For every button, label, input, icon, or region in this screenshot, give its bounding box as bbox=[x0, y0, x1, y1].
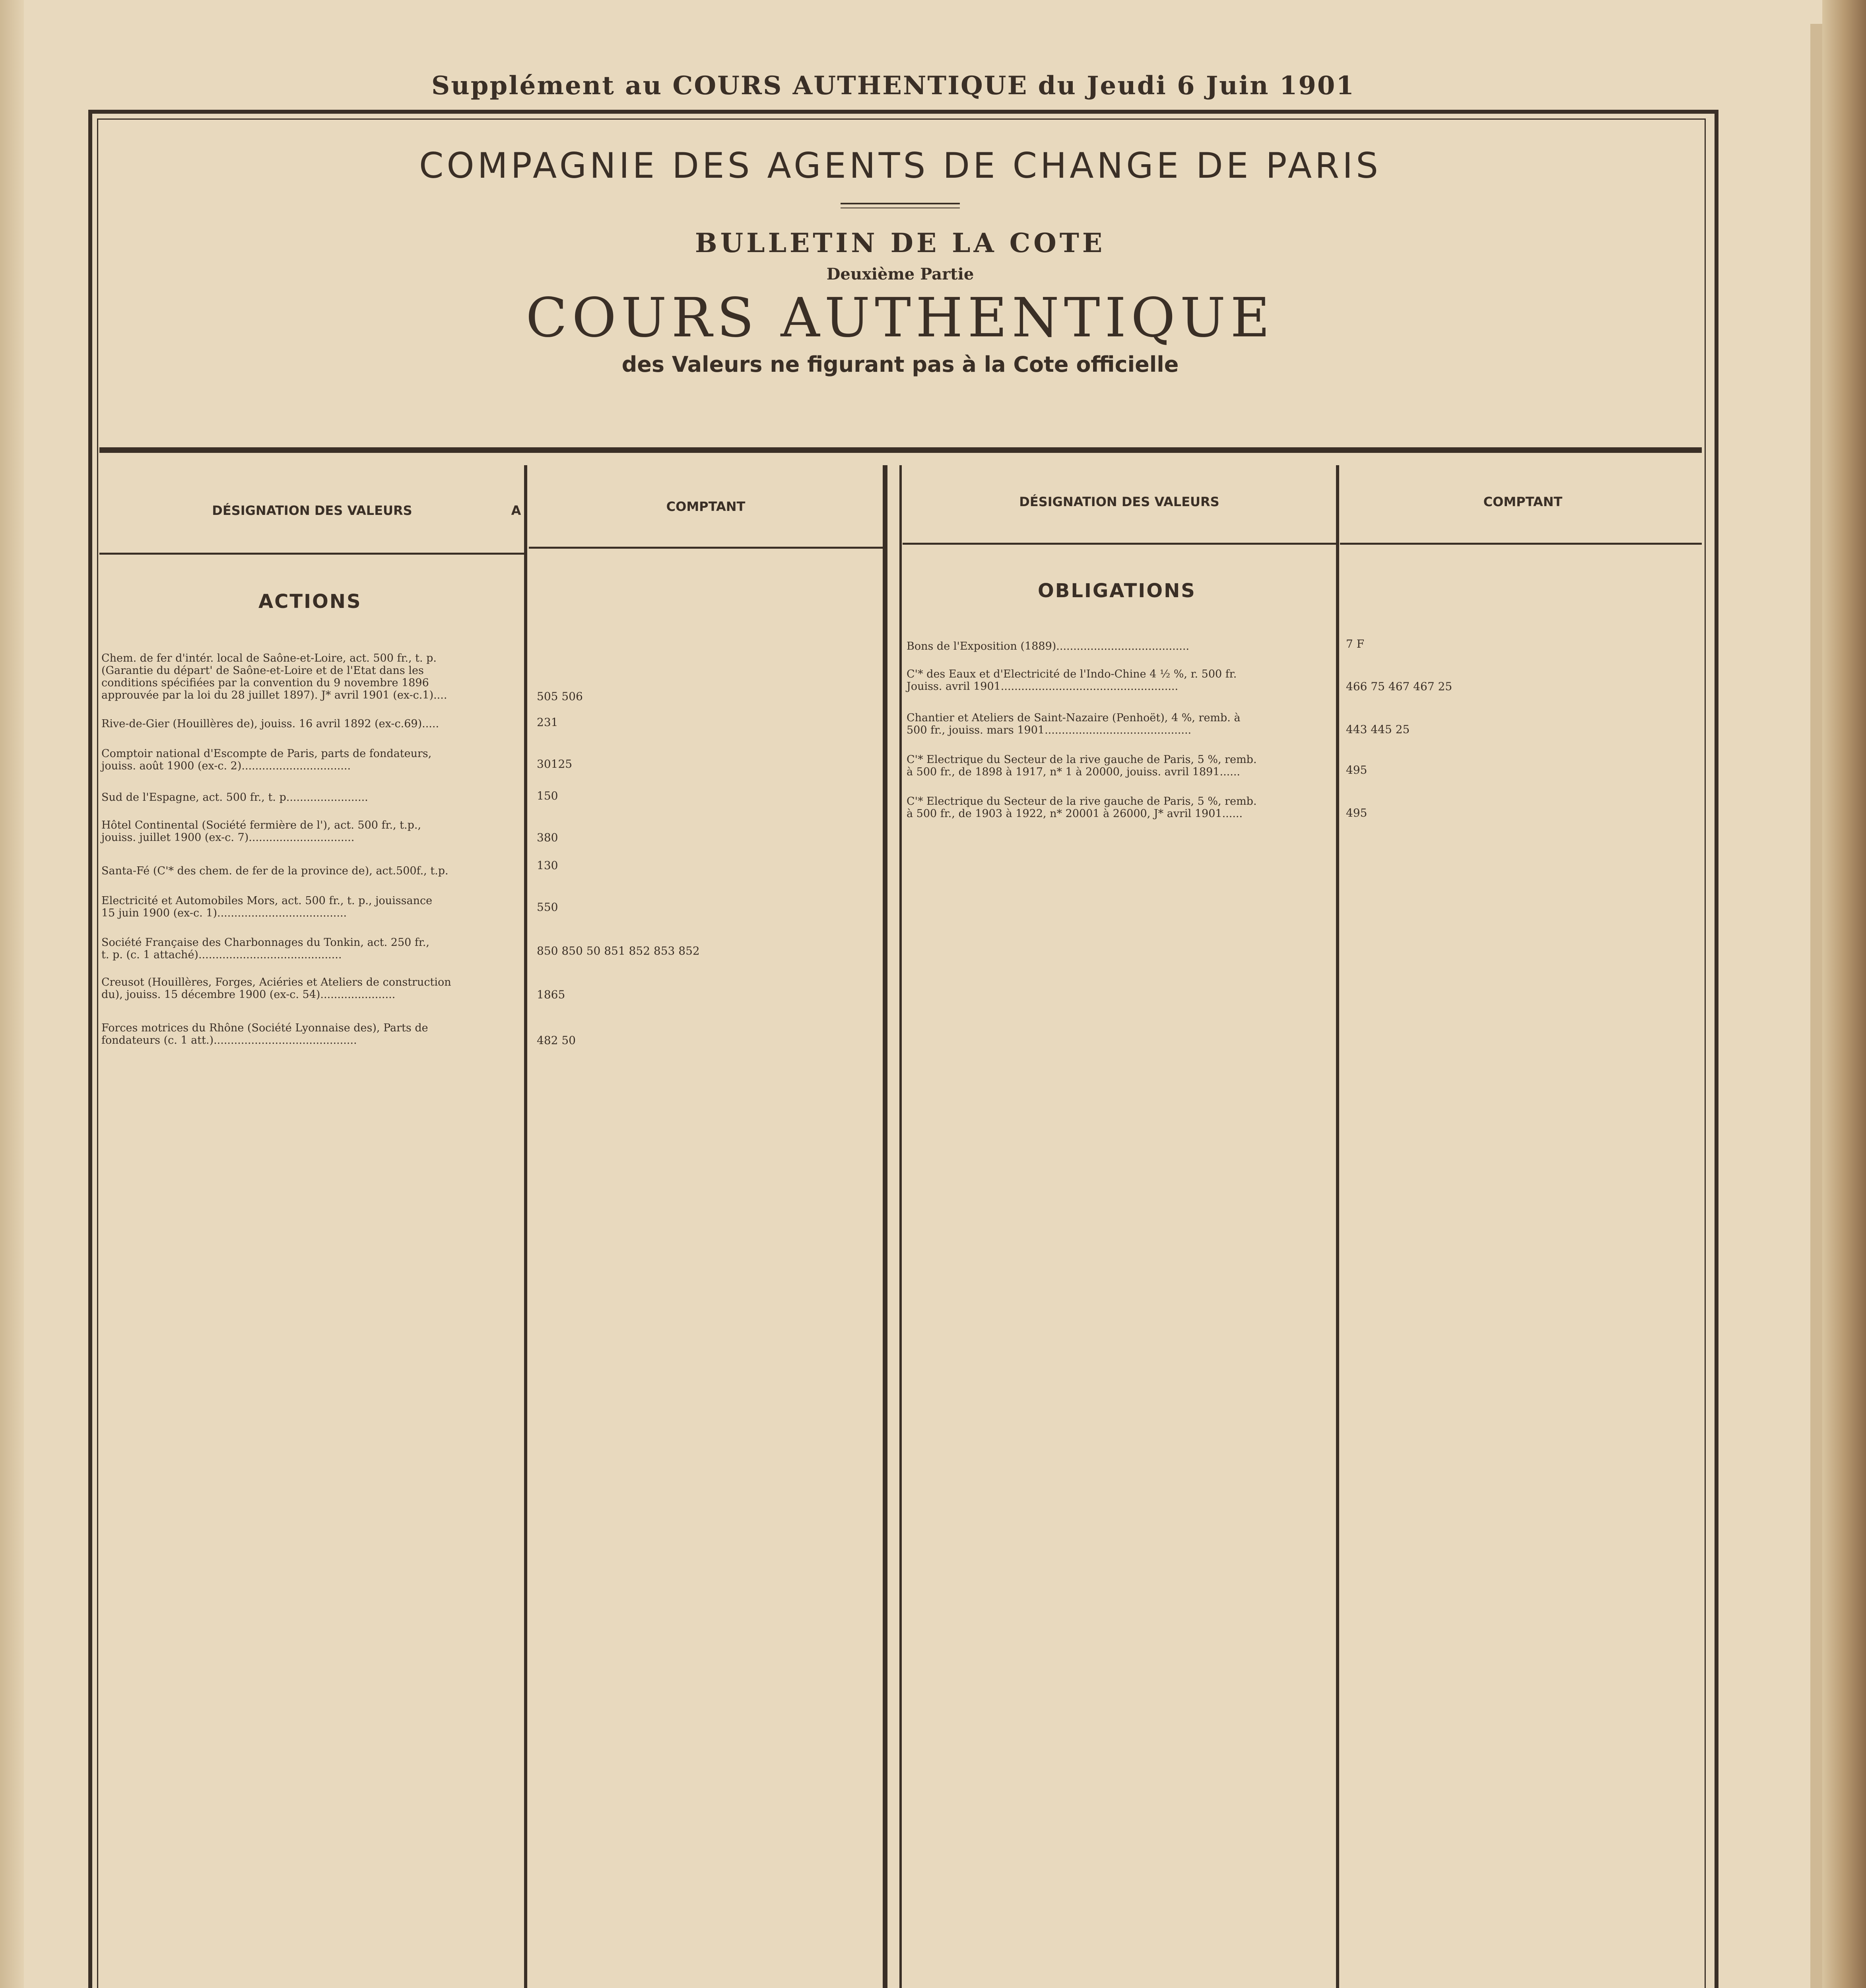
column-divider bbox=[899, 465, 902, 1988]
list-item: Chantier et Ateliers de Saint-Nazaire (Penhoët), 4 %, remb. à 500 fr., jouiss. mars 1901........................................... bbox=[907, 712, 1241, 736]
price-value: 482 50 bbox=[537, 1034, 576, 1047]
column-divider bbox=[883, 465, 887, 1988]
list-item: C'* Electrique du Secteur de la rive gauche de Paris, 5 %, remb. à 500 fr., de 1903 à 1922, n* 20001 à 26000, J* avril 1901...... bbox=[907, 795, 1257, 820]
price-value: 380 bbox=[537, 831, 558, 844]
list-item: Sud de l'Espagne, act. 500 fr., t. p........................ bbox=[101, 791, 368, 804]
column-header-comptant: COMPTANT bbox=[1483, 494, 1563, 509]
header-underline bbox=[529, 547, 883, 549]
header-underline bbox=[903, 543, 1336, 545]
price-value: 550 bbox=[537, 901, 558, 914]
list-item: Hôtel Continental (Société fermière de l'), act. 500 fr., t.p., jouiss. juillet 1900 (ex-c. 7)............................... bbox=[101, 819, 421, 844]
column-divider bbox=[1336, 465, 1339, 1988]
page-edge-fold bbox=[1810, 24, 1822, 1988]
list-item: Santa-Fé (C'* des chem. de fer de la province de), act.500f., t.p. bbox=[101, 865, 449, 877]
price-value: 466 75 467 467 25 bbox=[1346, 680, 1452, 693]
header-underline bbox=[1340, 543, 1702, 545]
section-title-obligations: OBLIGATIONS bbox=[1038, 580, 1196, 602]
price-value: 1865 bbox=[537, 988, 565, 1001]
page-subtitle: des Valeurs ne figurant pas à la Cote officielle bbox=[621, 352, 1179, 377]
price-value: 443 445 25 bbox=[1346, 723, 1410, 736]
page-edge-right bbox=[1822, 0, 1866, 1988]
price-value: 505 506 bbox=[537, 690, 583, 703]
price-value: 495 bbox=[1346, 806, 1367, 819]
list-item: Société Française des Charbonnages du Tonkin, act. 250 fr., t. p. (c. 1 attaché).......................................... bbox=[101, 936, 429, 961]
list-item: Forces motrices du Rhône (Société Lyonnaise des), Parts de fondateurs (c. 1 att.).......................................... bbox=[101, 1022, 428, 1046]
price-value: 30125 bbox=[537, 757, 573, 771]
column-header-designation: DÉSIGNATION DES VALEURS bbox=[212, 503, 412, 518]
list-item: C'* Electrique du Secteur de la rive gauche de Paris, 5 %, remb. à 500 fr., de 1898 à 1917, n* 1 à 20000, jouiss. avril 1891...... bbox=[907, 753, 1257, 778]
list-item: Chem. de fer d'intér. local de Saône-et-Loire, act. 500 fr., t. p. (Garantie du départ' de Saône-et-Loire et de l'Etat dans les conditions spécifiées par la convention du 9 novembre 1896 approuvée par la loi du 28 juillet 1897). J* avril 1901 (ex-c.1).... bbox=[101, 652, 447, 701]
price-value: 850 850 50 851 852 853 852 bbox=[537, 944, 700, 957]
header-underline bbox=[99, 553, 524, 555]
list-item: Rive-de-Gier (Houillères de), jouiss. 16 avril 1892 (ex-c.69)..... bbox=[101, 718, 439, 730]
page-edge-left bbox=[0, 0, 24, 1988]
masthead bbox=[97, 131, 1703, 377]
bulletin-title: BULLETIN DE LA COTE bbox=[695, 227, 1106, 258]
column-header-designation: DÉSIGNATION DES VALEURS bbox=[1019, 494, 1219, 509]
price-value: 150 bbox=[537, 789, 558, 802]
page-title: COURS AUTHENTIQUE bbox=[526, 287, 1275, 349]
header-rule bbox=[99, 447, 1702, 453]
masthead-divider bbox=[841, 203, 960, 208]
price-value: 495 bbox=[1346, 763, 1367, 777]
column-header-comptant: COMPTANT bbox=[666, 499, 746, 514]
list-item: Bons de l'Exposition (1889)....................................... bbox=[907, 640, 1190, 652]
column-divider bbox=[524, 465, 527, 1988]
list-item: Electricité et Automobiles Mors, act. 500 fr., t. p., jouissance 15 juin 1900 (ex-c. 1)...................................... bbox=[101, 895, 433, 919]
company-name: COMPAGNIE DES AGENTS DE CHANGE DE PARIS bbox=[419, 145, 1381, 186]
price-value: 7 F bbox=[1346, 637, 1365, 650]
list-item: Creusot (Houillères, Forges, Aciéries et Ateliers de construction du), jouiss. 15 décembre 1900 (ex-c. 54)...................... bbox=[101, 976, 451, 1001]
list-item: Comptoir national d'Escompte de Paris, parts de fondateurs, jouiss. août 1900 (ex-c. 2)................................ bbox=[101, 747, 432, 772]
part-label: Deuxième Partie bbox=[826, 265, 974, 283]
price-value: 231 bbox=[537, 716, 558, 729]
list-item: C'* des Eaux et d'Electricité de l'Indo-Chine 4 ½ %, r. 500 fr. Jouiss. avril 1901.................................................... bbox=[907, 668, 1237, 693]
supplement-line: Supplément au COURS AUTHENTIQUE du Jeudi 6 Juin 1901 bbox=[431, 71, 1355, 101]
column-header-marker: A bbox=[511, 503, 521, 518]
section-title-actions: ACTIONS bbox=[258, 590, 362, 613]
price-value: 130 bbox=[537, 859, 558, 872]
